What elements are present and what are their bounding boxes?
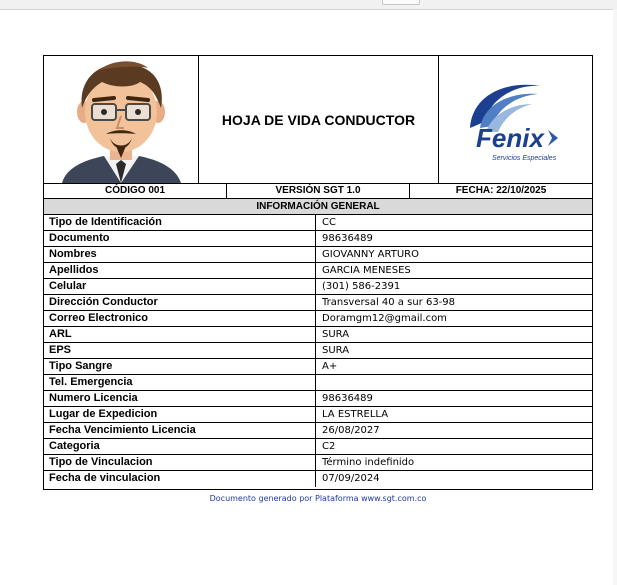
logo-tagline-text: Servicios Especiales — [491, 154, 556, 162]
field-label: Apellidos — [44, 263, 316, 278]
field-label: Fecha Vencimiento Licencia — [44, 423, 316, 438]
field-value: C2 — [322, 441, 336, 452]
field-label: Lugar de Expedicion — [44, 407, 316, 422]
field-value: 98636489 — [322, 393, 373, 404]
table-row — [44, 439, 592, 455]
field-label: Tel. Emergencia — [44, 375, 316, 390]
field-value: 07/09/2024 — [322, 473, 380, 484]
field-value: Doramgm12@gmail.com — [322, 313, 447, 324]
toolbar-handle[interactable] — [382, 0, 420, 5]
field-label: Celular — [44, 279, 316, 294]
document-title: HOJA DE VIDA CONDUCTOR — [221, 111, 416, 128]
table-row — [44, 215, 592, 231]
field-value: Término indefinido — [322, 457, 415, 468]
table-row — [44, 263, 592, 279]
table-row — [44, 455, 592, 471]
company-logo — [439, 56, 592, 183]
table-row — [44, 327, 592, 343]
field-value — [316, 375, 592, 390]
table-row — [44, 311, 592, 327]
field-value: 26/08/2027 — [322, 425, 380, 436]
table-row — [44, 423, 592, 439]
field-value: 98636489 — [322, 233, 373, 244]
document-meta-row — [44, 183, 592, 199]
document-date: FECHA: 22/10/2025 — [455, 185, 547, 196]
field-value: GARCIA MENESES — [322, 265, 411, 276]
field-label: Fecha de vinculacion — [44, 471, 316, 487]
table-row — [44, 407, 592, 423]
general-info-table — [44, 215, 592, 487]
field-label: Categoria — [44, 439, 316, 454]
table-row — [44, 295, 592, 311]
field-value: GIOVANNY ARTURO — [322, 249, 419, 260]
field-value: LA ESTRELLA — [322, 409, 389, 420]
document-footer: Documento generado por Plataforma www.sgt.com.co — [209, 494, 427, 503]
field-label: Tipo de Vinculacion — [44, 455, 316, 470]
document-title-cell — [199, 56, 439, 183]
viewer-top-bar — [0, 0, 617, 10]
table-row — [44, 279, 592, 295]
field-value: SURA — [322, 329, 350, 340]
document-version: VERSIÓN SGT 1.0 — [227, 184, 410, 198]
driver-photo — [44, 56, 199, 183]
field-label: Dirección Conductor — [44, 295, 316, 310]
table-row — [44, 247, 592, 263]
driver-avatar-illustration — [44, 56, 199, 183]
field-label: EPS — [44, 343, 316, 358]
table-row — [44, 343, 592, 359]
field-value: CC — [322, 217, 336, 228]
field-label: Tipo Sangre — [44, 359, 316, 374]
field-label: ARL — [44, 327, 316, 342]
logo-brand-text: Fenix — [475, 122, 544, 153]
table-row — [44, 359, 592, 375]
driver-cv-sheet — [43, 55, 593, 490]
table-row — [44, 375, 592, 391]
section-title: INFORMACIÓN GENERAL — [44, 199, 592, 215]
table-row — [44, 231, 592, 247]
field-value: A+ — [322, 361, 338, 372]
field-value: Transversal 40 a sur 63-98 — [322, 297, 456, 308]
field-label: Tipo de Identificación — [44, 215, 316, 230]
field-value: SURA — [322, 345, 350, 356]
field-label: Numero Licencia — [44, 391, 316, 406]
field-label: Documento — [44, 231, 316, 246]
field-label: Nombres — [44, 247, 316, 262]
field-label: Correo Electronico — [44, 311, 316, 326]
document-code: CÓDIGO 001 — [44, 184, 227, 198]
fenix-logo-icon — [456, 70, 576, 170]
table-row — [44, 391, 592, 407]
field-value: (301) 586-2391 — [322, 281, 401, 292]
table-row — [44, 471, 592, 487]
